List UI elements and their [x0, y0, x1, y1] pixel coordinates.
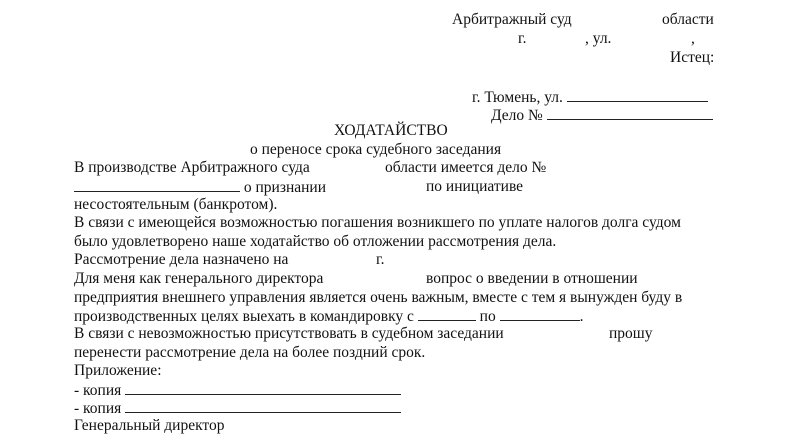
p5-line1-a: В связи с невозможностью присутствовать в судебном заседании — [74, 325, 504, 342]
document-title: ХОДАТАЙСТВО — [334, 122, 448, 139]
p1-line3: несостоятельным (банкротом). — [74, 196, 278, 213]
p4-line2: предприятия внешнего управления является очень важным, вместе с тем я вынужден буду в — [74, 289, 683, 306]
p5-line2: перенести рассмотрение дела на более поздний срок. — [74, 344, 426, 361]
p2-line1: В связи с имеющейся возможностью погашения возникшего по уплате налогов долга судом — [74, 214, 681, 231]
case-number-line: Дело № — [491, 105, 713, 125]
case-number-blank-field-2[interactable] — [74, 177, 240, 192]
p4-line1-a: Для меня как генерального директора — [74, 270, 324, 287]
p4-line3: производственных целях выехать в командировку с по . — [74, 308, 584, 325]
signature-position: Генеральный директор — [74, 417, 225, 434]
p1-line1-a: В производстве Арбитражного суда — [74, 159, 310, 176]
court-prefix: Арбитражный суд — [452, 11, 572, 28]
p3-b: г. — [376, 251, 385, 268]
p1-line2-b: по инициативе — [426, 178, 524, 195]
address-blank-field[interactable] — [567, 87, 708, 102]
street-prefix: , ул. — [585, 30, 612, 47]
court-region-suffix: области — [662, 11, 714, 28]
city-prefix: г. — [518, 30, 527, 47]
p1-line2: о признании — [74, 177, 326, 197]
court-line — [452, 10, 572, 29]
trip-end-date-field[interactable] — [500, 306, 580, 321]
plaintiff-address-line: г. Тюмень, ул. — [472, 87, 708, 107]
appendix-item: - копия — [74, 398, 401, 418]
appendix-copy-field-2[interactable] — [125, 398, 401, 413]
plaintiff-label: Истец: — [670, 49, 715, 66]
p1-line1-b: области имеется дело № — [385, 159, 547, 176]
appendix-item: - копия — [74, 380, 401, 400]
appendix-label: Приложение: — [74, 362, 162, 379]
case-number-blank-field[interactable] — [547, 105, 713, 120]
trip-start-date-field[interactable] — [418, 306, 476, 321]
document-subtitle: о переносе срока судебного заседания — [250, 141, 502, 158]
appendix-copy-field-1[interactable] — [125, 380, 401, 395]
p3-a: Рассмотрение дела назначено на — [74, 251, 289, 268]
street-suffix: , — [691, 30, 695, 47]
p5-line1-b: прошу — [609, 325, 653, 342]
p4-line1-b: вопрос о введении в отношении — [426, 270, 638, 287]
p2-line2: было удовлетворено наше ходатайство об отложении рассмотрения дела. — [74, 233, 557, 250]
